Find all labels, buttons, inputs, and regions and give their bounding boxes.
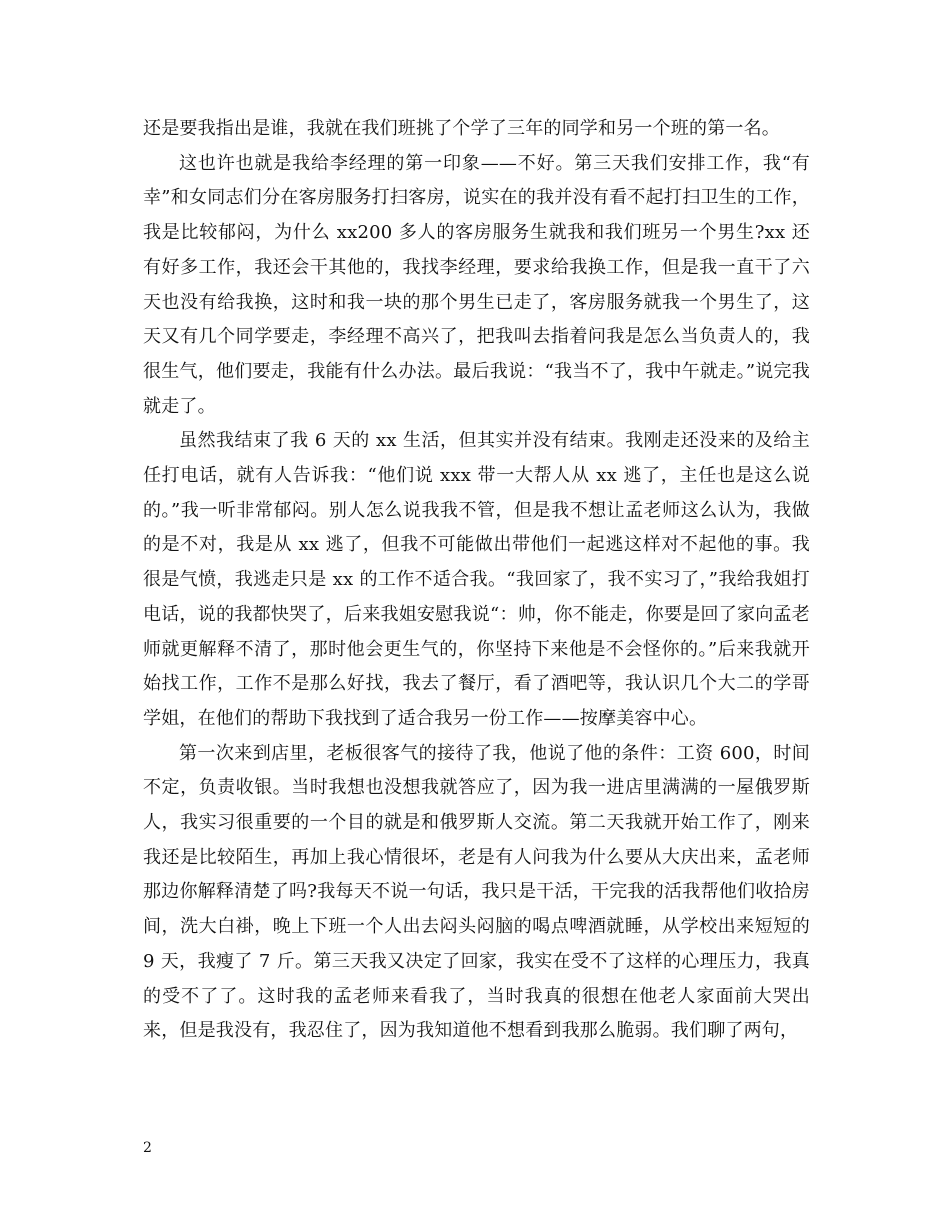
page-number: 2: [143, 1140, 152, 1156]
body-text: [143, 112, 810, 1049]
paragraph-first-impression: 这也许也就是我给李经理的第一印象——不好。第三天我们安排工作，我“有幸”和女同志们分在客房服务打扫客房，说实在的我并没有看不起打扫卫生的工作，我是比较郁闷，为什么 xx200 多人的客房服务生就我和我们班另一个男生?xx 还有好多工作，我还会干其他的，我找李经理，要求给我换工作，但是我一直干了六天也没有给我换，这时和我一块的那个男生已走了，客房服务就我一个男生了，这天又有几个同学要走，李经理不高兴了，把我叫去指着问我是怎么当负责人的，我很生气，他们要走，我能有什么办法。最后我说：“我当不了，我中午就走。”说完我就走了。: [143, 152, 810, 417]
paragraph-finding-work: 虽然我结束了我 6 天的 xx 生活，但其实并没有结束。我刚走还没来的及给主任打电话，就有人告诉我：“他们说 xxx 带一大帮人从 xx 逃了，主任也是这么说的。”我一听非常郁闷。别人怎么说我我不管，但是我不想让孟老师这么认为，我做的是不对，我是从 xx 逃了，但我不可能做出带他们一起逃这样对不起他的事。我很是气愤，我逃走只是 xx 的工作不适合我。“我回家了，我不实习了，”我给我姐打电话，说的我都快哭了，后来我姐安慰我说“：帅，你不能走，你要是回了家向孟老师就更解释不清了，那时他会更生气的，你坚持下来他是不会怪你的。”后来我就开始找工作，工作不是那么好找，我去了餐厅，看了酒吧等，我认识几个大二的学哥学姐，在他们的帮助下我找到了适合我另一份工作——按摩美容中心。: [143, 430, 810, 729]
paragraph-massage-center: 第一次来到店里，老板很客气的接待了我，他说了他的条件：工资 600，时间不定，负责收银。当时我想也没想我就答应了，因为我一进店里满满的一屋俄罗斯人，我实习很重要的一个目的就是和俄罗斯人交流。第二天我就开始工作了，刚来我还是比较陌生，再加上我心情很坏，老是有人问我为什么要从大庆出来，孟老师那边你解释清楚了吗?我每天不说一句话，我只是干活，干完我的活我帮他们收拾房间，洗大白褂，晚上下班一个人出去闷头闷脑的喝点啤酒就睡，从学校出来短短的 9 天，我瘦了 7 斤。第三天我又决定了回家，我实在受不了这样的心理压力，我真的受不了了。这时我的孟老师来看我了，当时我真的很想在他老人家面前大哭出来，但是我没有，我忍住了，因为我知道他不想看到我那么脆弱。我们聊了两句，: [143, 742, 810, 1042]
paragraph-continuation: 还是要我指出是谁，我就在我们班挑了个学了三年的同学和另一个班的第一名。: [143, 118, 780, 139]
